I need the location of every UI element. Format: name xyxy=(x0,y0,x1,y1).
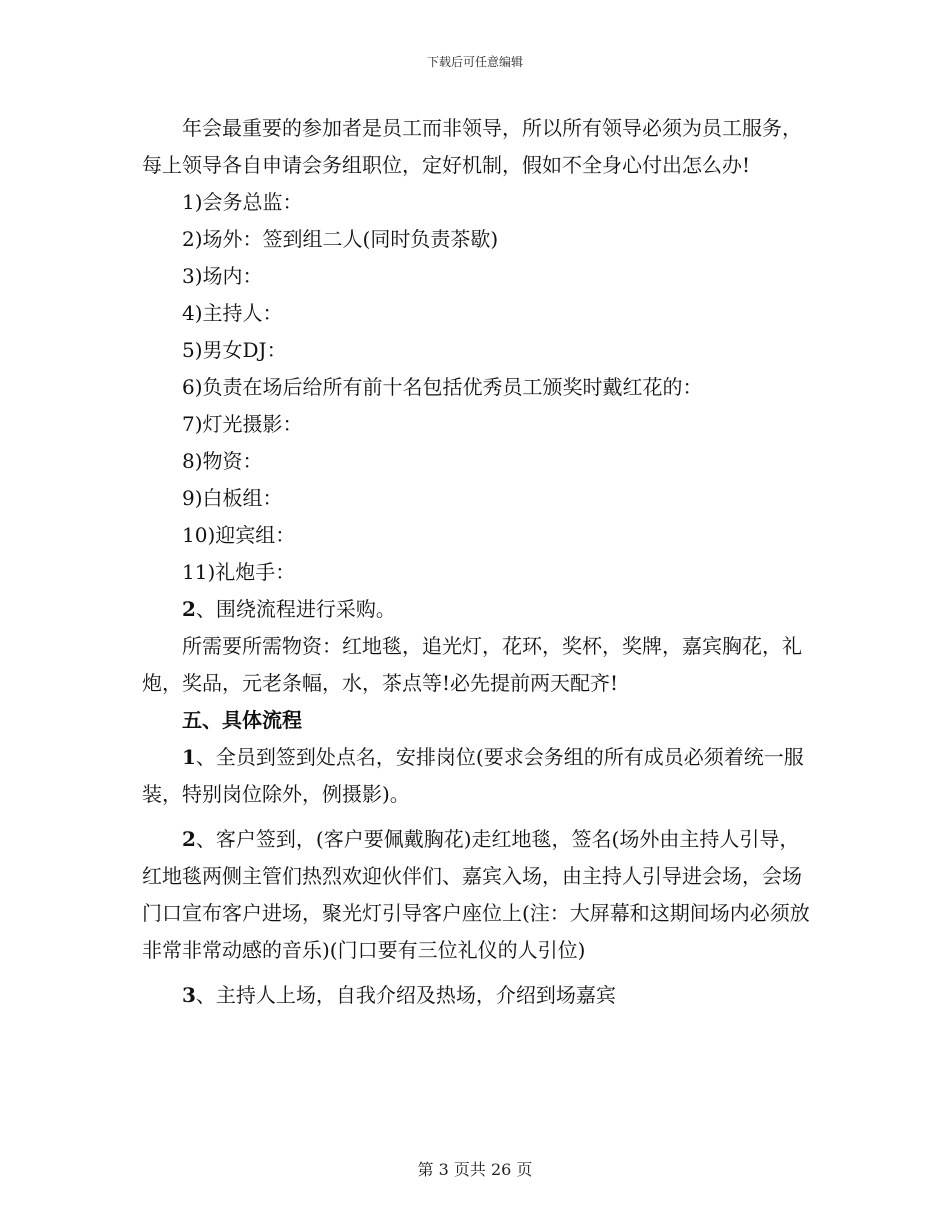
step-text: 、主持人上场，自我介绍及热场，介绍到场嘉宾 xyxy=(195,983,616,1007)
step-paragraph xyxy=(142,821,810,969)
intro-paragraph: 年会最重要的参加者是员工而非领导，所以所有领导必须为员工服务，每上领导各自申请会务组职位，定好机制，假如不全身心付出怎么办! xyxy=(142,116,802,177)
role-item: 10)迎宾组： xyxy=(182,523,296,547)
role-item: 5)男女DJ： xyxy=(182,338,287,362)
step-paragraph xyxy=(142,739,810,813)
role-item: 2)场外：签到组二人(同时负责茶歇) xyxy=(182,227,499,251)
step-text: 、全员到签到处点名，安排岗位(要求会务组的所有成员必须着统一服装，特别岗位除外，例摄影)。 xyxy=(142,745,804,806)
role-item: 1)会务总监： xyxy=(182,190,303,214)
role-item: 9)白板组： xyxy=(182,486,283,510)
document-body xyxy=(142,110,810,1014)
purchase-number: 2 xyxy=(182,597,196,621)
step-number: 3 xyxy=(182,983,196,1007)
role-item: 6)负责在场后给所有前十名包括优秀员工颁奖时戴红花的： xyxy=(182,375,703,399)
purchase-text: 、围绕流程进行采购。 xyxy=(195,597,396,621)
section-title: 五、具体流程 xyxy=(182,708,302,732)
purchase-paragraph xyxy=(142,591,810,628)
role-item: 7)灯光摄影： xyxy=(182,412,303,436)
page-header: 下载后可任意编辑 xyxy=(426,55,523,69)
step-paragraph xyxy=(142,977,810,1014)
page-footer: 第 3 页共 26 页 xyxy=(417,1160,533,1179)
step-number: 2 xyxy=(182,827,196,851)
role-item: 8)物资： xyxy=(182,449,263,473)
role-item: 11)礼炮手： xyxy=(182,560,296,584)
step-text: 、客户签到，(客户要佩戴胸花)走红地毯，签名(场外由主持人引导，红地毯两侧主管们热烈欢迎伙伴们、嘉宾入场，由主持人引导进会场，会场门口宣布客户进场，聚光灯引导客户座位上(注：大屏幕和这期间场内必须放非常非常动感的音乐)(门口要有三位礼仪的人引位) xyxy=(142,827,810,962)
role-item: 4)主持人： xyxy=(182,301,283,325)
step-number: 1 xyxy=(182,745,196,769)
materials-paragraph: 所需要所需物资：红地毯，追光灯，花环，奖杯，奖牌，嘉宾胸花，礼炮，奖品，元老条幅，水，茶点等!必先提前两天配齐! xyxy=(142,634,802,695)
role-item: 3)场内： xyxy=(182,264,263,288)
